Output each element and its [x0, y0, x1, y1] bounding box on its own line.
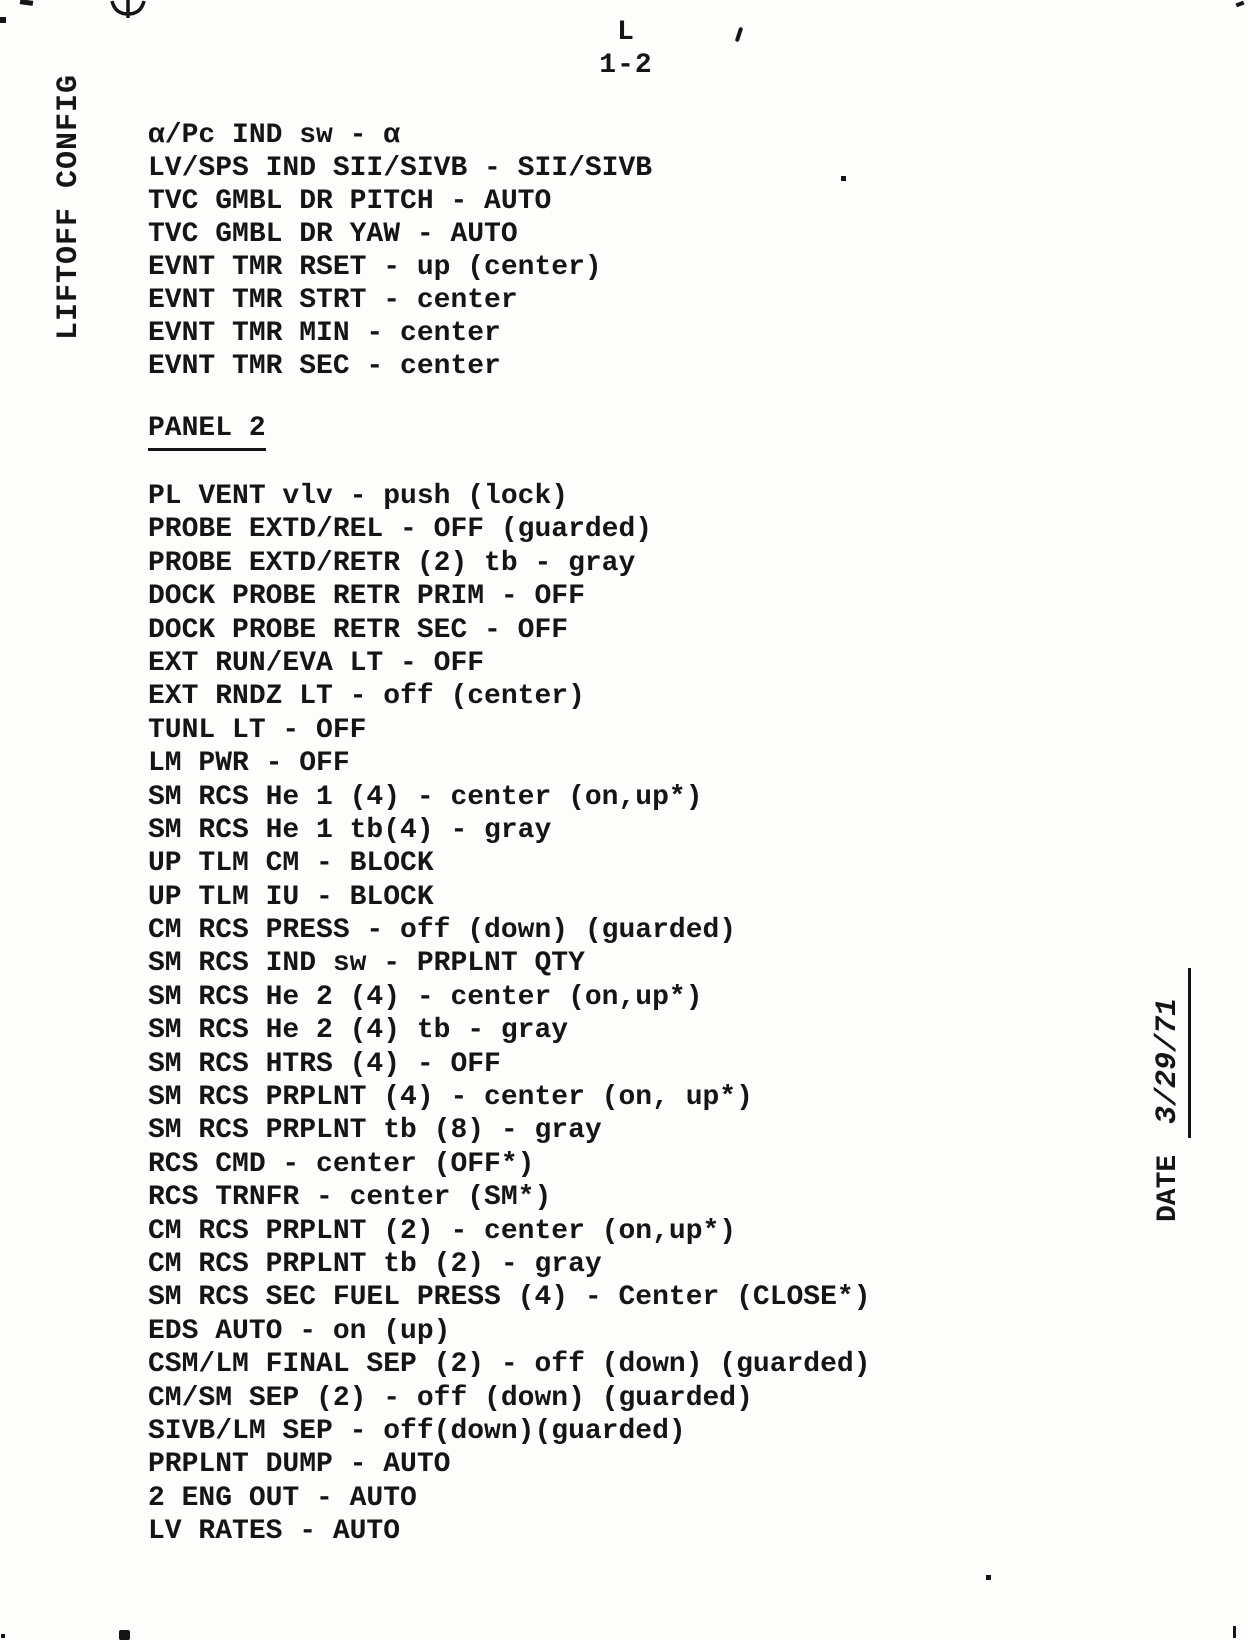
- checklist-line: EVNT TMR STRT - center: [148, 285, 518, 316]
- checklist-line: EVNT TMR RSET - up (center): [148, 252, 602, 283]
- checklist-line: SM RCS He 1 (4) - center (on,up*): [148, 781, 703, 813]
- checklist-line: TUNL LT - OFF: [148, 714, 367, 746]
- scan-speck: [1236, 1, 1245, 7]
- checklist-line: LV/SPS IND SII/SIVB - SII/SIVB: [148, 153, 653, 184]
- checklist-line: PRPLNT DUMP - AUTO: [148, 1449, 451, 1481]
- liftoff-config-list: [148, 119, 652, 383]
- checklist-line: EVNT TMR SEC - center: [148, 351, 501, 382]
- checklist-line: SM RCS IND sw - PRPLNT QTY: [148, 948, 585, 980]
- checklist-line: α/Pc IND sw - α: [148, 120, 401, 151]
- checklist-line: DOCK PROBE RETR PRIM - OFF: [148, 581, 585, 613]
- scan-speck: [1233, 1626, 1236, 1638]
- panel2-title: [148, 412, 266, 451]
- checklist-line: CSM/LM FINAL SEP (2) - off (down) (guarded): [148, 1349, 871, 1381]
- checklist-line: DOCK PROBE RETR SEC - OFF: [148, 614, 569, 646]
- checklist-line: RCS CMD - center (OFF*): [148, 1148, 535, 1180]
- checklist-line: LV RATES - AUTO: [148, 1516, 401, 1548]
- checklist-line: CM RCS PRPLNT tb (2) - gray: [148, 1248, 602, 1280]
- panel2-list: [148, 480, 871, 1549]
- checklist-line: UP TLM CM - BLOCK: [148, 848, 434, 880]
- checklist-line: LM PWR - OFF: [148, 748, 350, 780]
- checklist-line: UP TLM IU - BLOCK: [148, 881, 434, 913]
- scan-speck: [20, 0, 34, 6]
- scan-speck: [119, 1630, 130, 1640]
- checklist-line: RCS TRNFR - center (SM*): [148, 1182, 552, 1214]
- checklist-line: SM RCS He 2 (4) tb - gray: [148, 1015, 569, 1047]
- registration-mark-icon: [110, 0, 146, 23]
- checklist-line: CM RCS PRPLNT (2) - center (on,up*): [148, 1215, 737, 1247]
- scan-speck: [986, 1575, 991, 1580]
- checklist-line: PL VENT vlv - push (lock): [148, 481, 569, 512]
- date-label: DATE: [1153, 1154, 1184, 1222]
- date-value: 3/29/71: [1148, 968, 1191, 1138]
- checklist-line: CM RCS PRESS - off (down) (guarded): [148, 915, 737, 947]
- scan-speck: [0, 17, 6, 23]
- checklist-line: SM RCS HTRS (4) - OFF: [148, 1048, 501, 1080]
- checklist-line: TVC GMBL DR PITCH - AUTO: [148, 186, 552, 217]
- checklist-line: SM RCS PRPLNT tb (8) - gray: [148, 1115, 602, 1147]
- checklist-line: TVC GMBL DR YAW - AUTO: [148, 219, 518, 250]
- checklist-line: SM RCS SEC FUEL PRESS (4) - Center (CLOSE*): [148, 1282, 871, 1314]
- checklist-line: EDS AUTO - on (up): [148, 1315, 451, 1347]
- checklist-line: SM RCS He 1 tb(4) - gray: [148, 814, 552, 846]
- panel2-title-text: PANEL 2: [148, 412, 266, 451]
- page-header: [586, 16, 666, 82]
- checklist-line: SIVB/LM SEP - off(down)(guarded): [148, 1415, 686, 1447]
- checklist-line: SM RCS He 2 (4) - center (on,up*): [148, 981, 703, 1013]
- checklist-line: EXT RNDZ LT - off (center): [148, 681, 585, 713]
- scan-speck: [1, 1634, 5, 1638]
- side-label-liftoff-config: LIFTOFF CONFIG: [52, 73, 86, 340]
- checklist-line: PROBE EXTD/RETR (2) tb - gray: [148, 547, 636, 579]
- scan-speck: [841, 176, 846, 181]
- checklist-line: CM/SM SEP (2) - off (down) (guarded): [148, 1382, 753, 1414]
- page-number: 1-2: [599, 50, 653, 81]
- date-stamp: [1148, 950, 1190, 1222]
- checklist-line: PROBE EXTD/REL - OFF (guarded): [148, 514, 653, 546]
- checklist-line: SM RCS PRPLNT (4) - center (on, up*): [148, 1082, 753, 1114]
- checklist-line: EXT RUN/EVA LT - OFF: [148, 647, 485, 679]
- scan-speck: [735, 27, 743, 43]
- header-section-letter: L: [617, 17, 635, 48]
- checklist-line: EVNT TMR MIN - center: [148, 318, 501, 349]
- checklist-line: 2 ENG OUT - AUTO: [148, 1482, 417, 1514]
